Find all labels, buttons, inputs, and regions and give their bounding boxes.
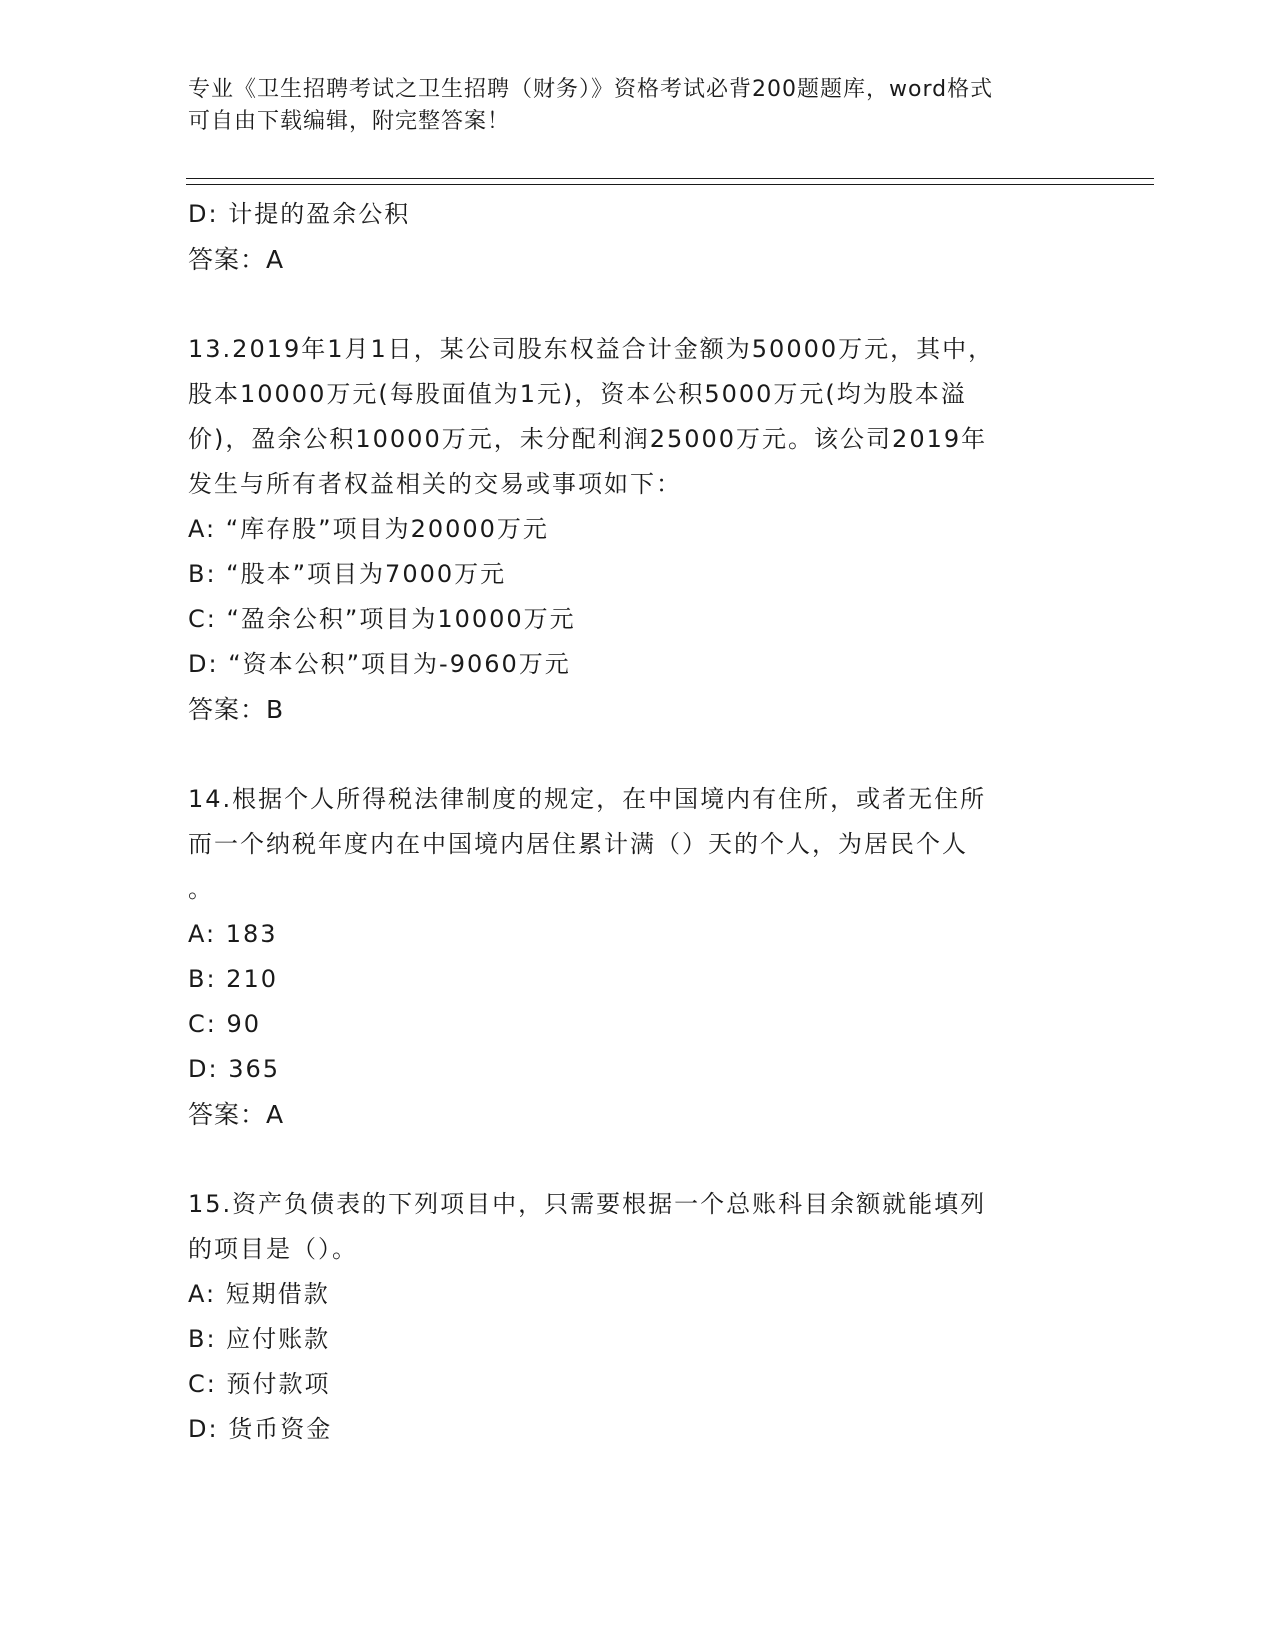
page-header [188,74,1068,138]
q13-stem-line-4: 发生与所有者权益相关的交易或事项如下： [188,470,682,498]
header-divider [186,178,1154,185]
q13-option-a: A: “库存股”项目为20000万元 [188,515,549,543]
q15-option-c: C: 预付款项 [188,1370,331,1398]
q13-option-d: D: “资本公积”项目为-9060万元 [188,650,571,678]
q14-stem-line-3: 。 [188,875,214,903]
q13-stem-line-3: 价)，盈余公积10000万元，未分配利润25000万元。该公司2019年 [188,425,988,453]
q14-stem-line-2: 而一个纳税年度内在中国境内居住累计满（）天的个人，为居民个人 [188,830,968,858]
q13-option-b: B: “股本”项目为7000万元 [188,560,507,588]
q14-option-b: B: 210 [188,965,278,993]
prev-answer: 答案：A [188,245,285,274]
question-14 [188,777,1088,1137]
q15-option-a: A: 短期借款 [188,1280,330,1308]
q15-option-d: D: 货币资金 [188,1415,333,1443]
q15-stem-line-1: 15.资产负债表的下列项目中，只需要根据一个总账科目余额就能填列 [188,1190,987,1218]
q13-answer: 答案：B [188,695,285,724]
question-15 [188,1182,1088,1452]
q15-stem-line-2: 的项目是（）。 [188,1235,358,1263]
q15-option-b: B: 应付账款 [188,1325,331,1353]
q14-option-d: D: 365 [188,1055,281,1083]
q14-stem-line-1: 14.根据个人所得税法律制度的规定，在中国境内有住所，或者无住所 [188,785,987,813]
question-13 [188,327,1088,732]
document-body [188,192,1088,1452]
header-line-2: 可自由下载编辑，附完整答案！ [188,109,511,134]
spacer [188,732,1088,777]
q13-option-c: C: “盈余公积”项目为10000万元 [188,605,576,633]
prev-option-d: D: 计提的盈余公积 [188,200,411,228]
q13-stem-line-2: 股本10000万元(每股面值为1元)，资本公积5000万元(均为股本溢 [188,380,967,408]
q13-stem-line-1: 13.2019年1月1日，某公司股东权益合计金额为50000万元，其中， [188,335,995,363]
header-line-1: 专业《卫生招聘考试之卫生招聘（财务）》资格考试必背200题题库，word格式 [188,77,994,102]
spacer [188,282,1088,327]
q14-option-a: A: 183 [188,920,278,948]
q14-option-c: C: 90 [188,1010,262,1038]
spacer [188,1137,1088,1182]
q14-answer: 答案：A [188,1100,285,1129]
